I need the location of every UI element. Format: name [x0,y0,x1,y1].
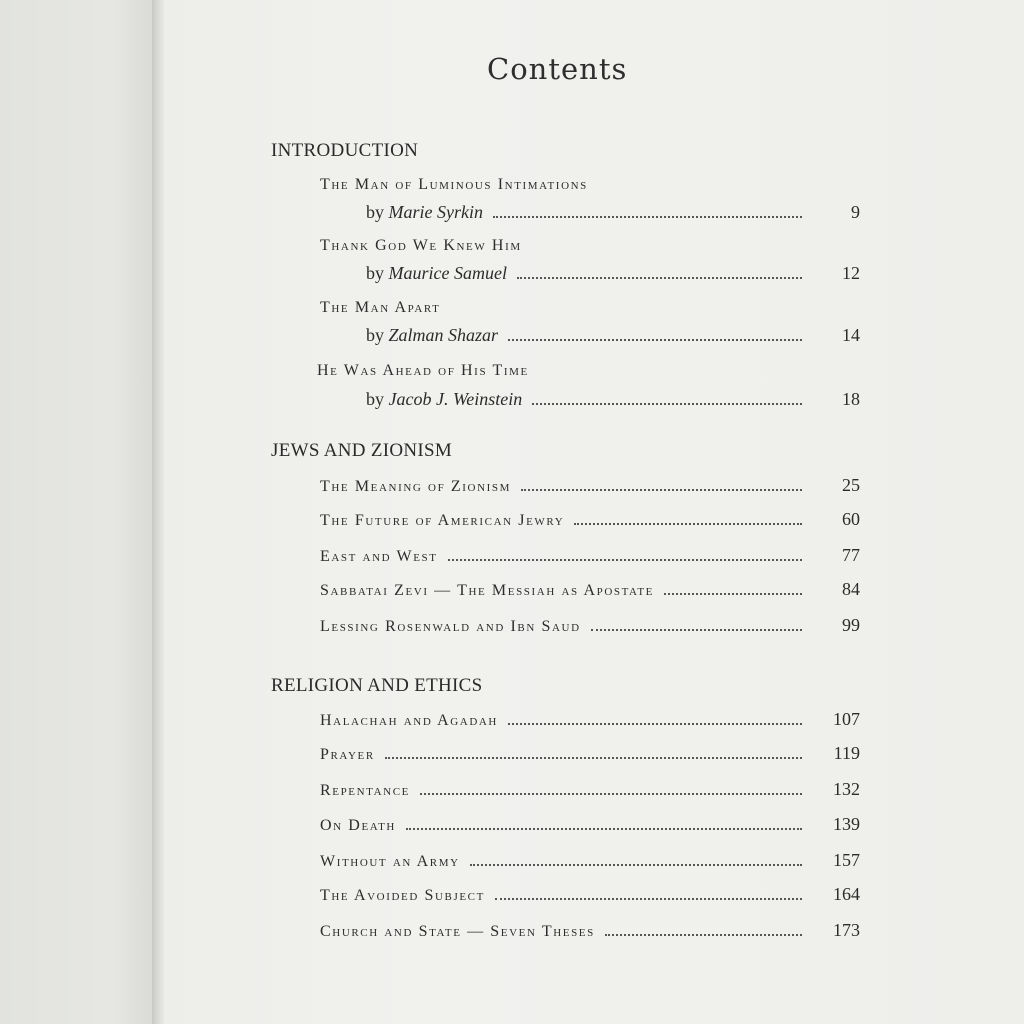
section-jews-and-zionism: JEWS AND ZIONISM [271,440,453,461]
by-label: by [366,202,384,222]
page-number: 119 [833,743,860,763]
page-number: 77 [842,545,860,565]
entry-title: Sabbatai Zevi — The Messiah as Apostate [320,582,654,599]
author-name: Zalman Shazar [388,325,499,345]
page-number: 9 [851,202,860,222]
leader-dots [495,898,802,900]
toc-row[interactable] [320,814,860,838]
author-line [366,325,508,346]
leader-dots [521,489,802,491]
toc-row[interactable] [366,263,860,287]
entry-title: On Death [320,817,396,834]
leader-dots [508,339,802,341]
entry-title: Thank God We Knew Him [320,237,522,254]
toc-row[interactable] [320,920,860,944]
section-religion-and-ethics: RELIGION AND ETHICS [271,675,483,696]
left-page [0,0,160,1024]
toc-row[interactable] [320,850,860,874]
leader-dots [420,793,802,795]
toc-row[interactable] [320,884,860,908]
page-title-text: Contents [487,52,628,86]
author-line [366,202,493,223]
page-title [0,52,1024,86]
entry-title: Church and State — Seven Theses [320,923,595,940]
page-number: 157 [833,850,860,870]
leader-dots [448,559,802,561]
leader-dots [532,403,802,405]
author-name: Marie Syrkin [388,202,483,222]
toc-row[interactable] [320,743,860,767]
entry-title: The Man of Luminous Intimations [320,176,588,193]
leader-dots [574,523,802,525]
entry-title: East and West [320,548,438,565]
toc-row[interactable] [366,202,860,226]
page-number: 84 [842,579,860,599]
page-number: 60 [842,509,860,529]
toc-row[interactable] [320,545,860,569]
toc-row[interactable] [366,389,860,413]
leader-dots [470,864,802,866]
leader-dots [508,723,802,725]
entry-title: The Meaning of Zionism [320,478,511,495]
entry-title: The Man Apart [320,299,441,316]
page-number: 107 [833,709,860,729]
leader-dots [493,216,802,218]
page-number: 164 [833,884,860,904]
entry-title: Repentance [320,782,410,799]
page-number: 14 [842,325,860,345]
page-number: 99 [842,615,860,635]
leader-dots [517,277,802,279]
by-label: by [366,263,384,283]
author-name: Maurice Samuel [388,263,507,283]
toc-row[interactable] [320,475,860,499]
toc-row[interactable] [320,779,860,803]
entry-title: Without an Army [320,853,460,870]
toc-row[interactable] [320,509,860,533]
toc-row[interactable] [320,615,860,639]
entry-title: Prayer [320,746,375,763]
toc-row[interactable] [320,579,860,603]
section-introduction: INTRODUCTION [271,140,419,161]
page-number: 12 [842,263,860,283]
author-line [366,263,517,284]
entry-title: He Was Ahead of His Time [317,362,529,379]
entry-title: The Avoided Subject [320,887,485,904]
page-number: 173 [833,920,860,940]
leader-dots [385,757,802,759]
leader-dots [664,593,802,595]
page-number: 132 [833,779,860,799]
leader-dots [591,629,802,631]
page-number: 18 [842,389,860,409]
entry-title: The Future of American Jewry [320,512,565,529]
toc-row[interactable] [320,709,860,733]
by-label: by [366,325,384,345]
author-line [366,389,532,410]
leader-dots [406,828,802,830]
page-number: 139 [833,814,860,834]
entry-title: Lessing Rosenwald and Ibn Saud [320,618,581,635]
by-label: by [366,389,384,409]
page-number: 25 [842,475,860,495]
author-name: Jacob J. Weinstein [388,389,523,409]
leader-dots [605,934,802,936]
entry-title: Halachah and Agadah [320,712,498,729]
toc-row[interactable] [366,325,860,349]
